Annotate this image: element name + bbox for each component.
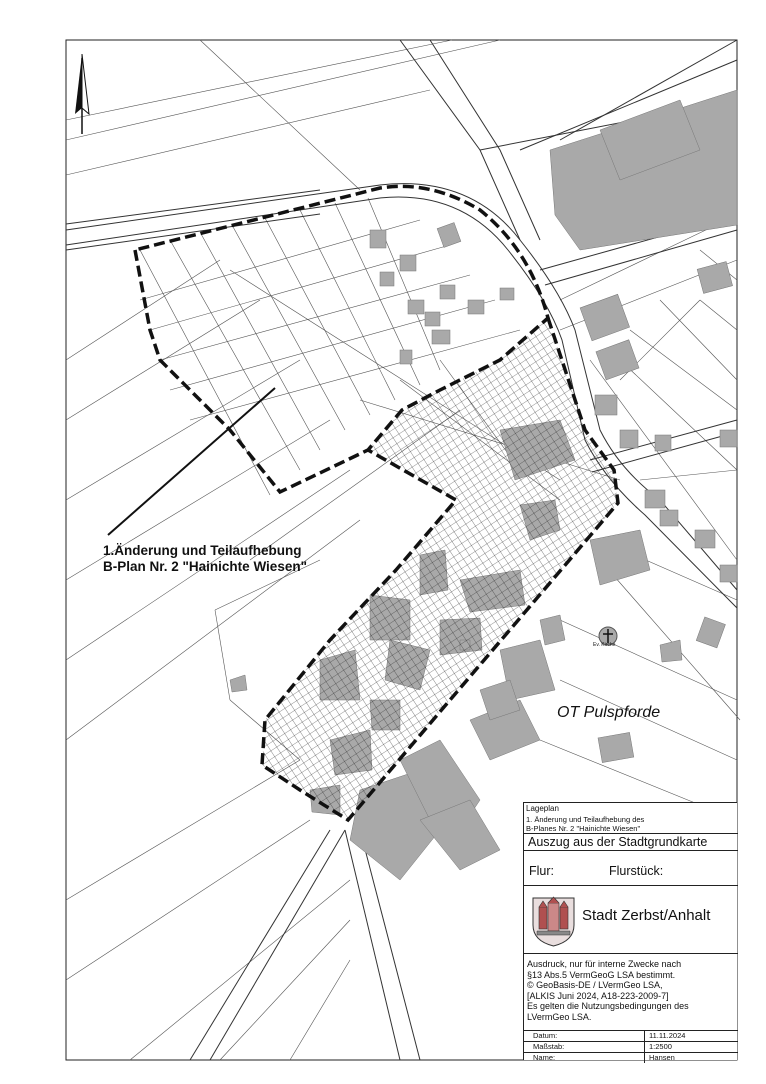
city-crest-icon: [531, 895, 576, 947]
meta-table: [524, 1030, 738, 1063]
plan-title-line1: 1. Änderung und Teilaufhebung des: [526, 815, 645, 824]
place-label: OT Pulspforde: [557, 704, 661, 721]
plan-label: [103, 543, 307, 575]
note-line: LVermGeo LSA.: [527, 1011, 592, 1022]
flurstueck-label: Flurstück:: [609, 864, 664, 878]
note-line: Ausdruck, nur für interne Zwecke nach: [527, 959, 682, 969]
note-line: © GeoBasis-DE / LVermGeo LSA,: [527, 980, 663, 990]
meta-key: Maßstab:: [533, 1042, 565, 1051]
note-line: Es gelten die Nutzungsbedingungen des: [527, 1001, 689, 1011]
north-arrow-icon: [72, 52, 92, 136]
plan-title-line2: B-Planes Nr. 2 "Hainichte Wiesen": [526, 824, 641, 833]
note-line: [ALKIS Juni 2024, A18-223-2009-7]: [527, 990, 669, 1001]
meta-value: 1:2500: [649, 1042, 672, 1051]
title-block: [523, 802, 737, 1060]
label-leader-line: [108, 388, 275, 535]
note-line: §13 Abs.5 VermGeoG LSA bestimmt.: [527, 969, 676, 980]
meta-key: Name:: [533, 1053, 556, 1062]
divider: [524, 953, 738, 954]
usage-notes: [527, 959, 733, 1022]
meta-value: 11.11.2024: [649, 1031, 686, 1040]
plan-label-line1: 1.Änderung und Teilaufhebung: [103, 543, 302, 558]
church-label: Ev. Kirche: [593, 642, 616, 648]
extract-title: Auszug aus der Stadtgrundkarte: [524, 833, 738, 851]
flur-label: Flur:: [529, 864, 554, 878]
divider: [524, 885, 738, 886]
title-block-header: Lageplan: [526, 804, 559, 813]
plan-label-line2: B-Plan Nr. 2 "Hainichte Wiesen": [103, 559, 307, 574]
meta-value: Hansen: [649, 1053, 675, 1062]
meta-row-name: [524, 1052, 738, 1063]
city-name: Stadt Zerbst/Anhalt: [582, 907, 711, 924]
meta-row-date: [524, 1030, 738, 1041]
meta-key: Datum:: [533, 1031, 558, 1040]
meta-row-scale: [524, 1041, 738, 1052]
